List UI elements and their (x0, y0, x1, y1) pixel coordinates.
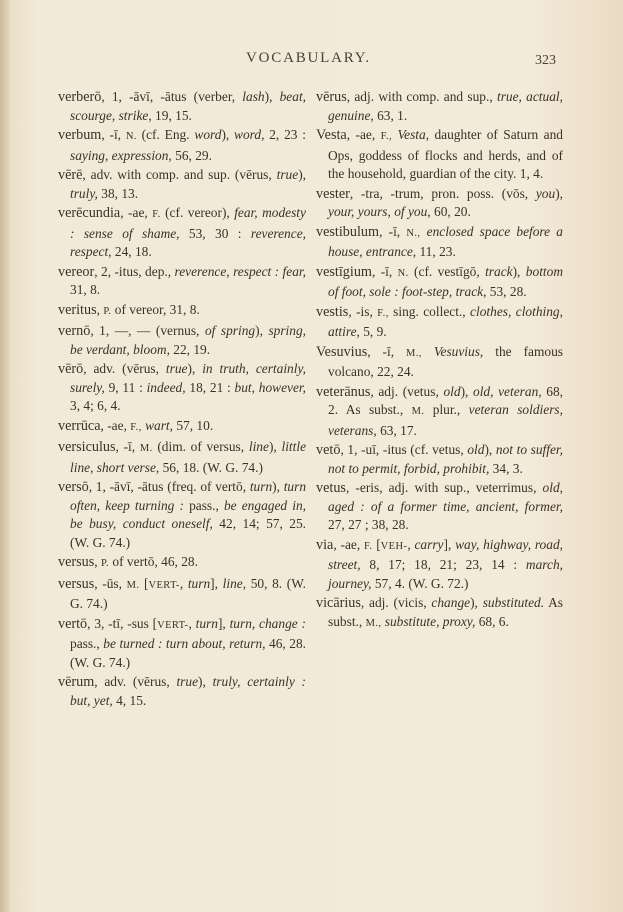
italic-gloss: be turned : turn about, return, (103, 636, 266, 651)
italic-gloss: indeed, (146, 379, 186, 395)
vocabulary-entry (58, 88, 306, 125)
entry-text: 9, 11 : (104, 379, 147, 395)
small-caps-abbrev: F. (152, 209, 161, 220)
vocabulary-entry (316, 536, 563, 594)
entry-text: 57, 4. (W. G. 72.) (371, 575, 469, 591)
entry-text: , (96, 301, 104, 317)
entry-text: , -tra, -trum, pron. poss. (vōs, (349, 185, 536, 201)
entry-text: , adv. (vērus, (94, 674, 177, 689)
vocabulary-entry (316, 223, 563, 262)
right-column (316, 88, 563, 634)
vocabulary-entry (316, 88, 563, 125)
headword: vērē (58, 167, 83, 183)
entry-text: 5, 9. (359, 324, 387, 339)
small-caps-abbrev: M., (406, 347, 422, 359)
entry-text: ), (264, 89, 280, 104)
entry-text: 56, 18. (W. G. 74.) (159, 459, 263, 475)
small-caps-abbrev: F., (130, 421, 142, 433)
entry-text: ], (443, 536, 456, 552)
italic-gloss: true, actual, genuine, (328, 89, 563, 123)
italic-gloss: old (443, 383, 461, 399)
italic-gloss: true (165, 361, 188, 376)
italic-gloss: bottom of foot, sole : foot-step, track, (328, 263, 563, 299)
running-title: VOCABULARY. (246, 50, 371, 66)
entry-text: , adv. with comp. and sup. (vērus, (82, 167, 277, 182)
italic-gloss: turn (249, 479, 273, 494)
entry-text: , (188, 615, 196, 631)
italic-gloss: be engaged in, be busy, conduct oneself, (70, 497, 306, 531)
vocabulary-entry (58, 263, 306, 300)
page-header (0, 46, 623, 70)
vocabulary-entry (58, 438, 306, 477)
headword: vērō (58, 361, 84, 377)
italic-gloss: line, (222, 575, 247, 591)
headword: verbum (58, 127, 102, 143)
italic-gloss: clothes, clothing, attire, (328, 303, 563, 339)
entry-text: ), (255, 323, 269, 338)
entry-text: ), (512, 263, 526, 279)
entry-text: 8, 17; 18, 21; 23, 14 : (360, 557, 526, 572)
headword: versus (58, 575, 95, 592)
entry-text: , 1, —, — (vernus, (90, 323, 205, 338)
small-caps-abbrev: F., (377, 307, 389, 319)
vocabulary-entry (316, 343, 563, 382)
italic-gloss: spring, be verdant, bloom, (70, 323, 307, 357)
entry-text: , (407, 536, 415, 552)
italic-gloss: reverence, respect, (70, 225, 306, 259)
italic-gloss: line (248, 439, 269, 454)
vocabulary-entry (58, 615, 306, 673)
page-number: 323 (535, 53, 556, 68)
italic-gloss: word (194, 127, 222, 142)
entry-text: , -ī, (379, 223, 407, 239)
small-caps-abbrev: VERT- (157, 619, 189, 631)
headword: via (316, 536, 334, 553)
italic-gloss: word, (234, 127, 265, 142)
headword: vicārius (316, 595, 361, 611)
entry-text: , (179, 575, 188, 591)
vocabulary-entry (316, 263, 563, 302)
vocabulary-entry (316, 441, 563, 478)
italic-gloss: true (176, 674, 199, 689)
headword: vērus (316, 89, 347, 105)
entry-text: , 1, -āvī, -ātus (verber, (101, 89, 243, 104)
vocabulary-entry (316, 594, 563, 633)
entry-text: 34, 3. (489, 460, 523, 476)
vocabulary-entry (58, 360, 306, 416)
entry-text: [ (139, 575, 149, 591)
entry-text: 60, 20. (430, 204, 471, 219)
entry-text: 56, 29. (171, 147, 212, 163)
small-caps-abbrev: VERT- (148, 579, 180, 591)
entry-text: the famous volcano, 22, 24. (328, 343, 563, 379)
vocabulary-entry (316, 303, 563, 342)
vocabulary-entry (316, 383, 563, 441)
entry-text: of vertō, 46, 28. (109, 554, 198, 569)
entry-text: , 1, -uī, -itus (cf. vetus, (340, 442, 468, 457)
headword: vetus (316, 480, 346, 496)
entry-text: As subst., (328, 595, 563, 629)
vocabulary-entry (58, 417, 306, 438)
italic-gloss: your, yours, of you, (328, 204, 431, 219)
entry-text: ), (221, 127, 235, 142)
entry-text: 2, 23 : (264, 127, 306, 142)
small-caps-abbrev: P. (103, 305, 112, 317)
entry-text: 38, 13. (97, 185, 139, 201)
italic-gloss: old (467, 442, 485, 457)
italic-gloss: turn (187, 575, 211, 591)
entry-text: , adj. (vicis, (360, 595, 432, 610)
entry-text: 11, 23. (416, 244, 456, 259)
headword: vestibulum (316, 223, 380, 240)
italic-gloss: old, aged : of a former time, ancient, former, (328, 480, 563, 514)
italic-gloss: carry (414, 536, 444, 552)
italic-gloss: substituted. (482, 595, 545, 610)
small-caps-abbrev: M. (126, 579, 140, 591)
entry-text: 50, 8. (W. G. 74.) (70, 575, 306, 611)
italic-gloss: Vesta, (397, 127, 430, 142)
italic-gloss: reverence, respect : fear, (174, 263, 306, 279)
entry-text: , -ī, (101, 127, 126, 142)
small-caps-abbrev: P. (100, 558, 110, 569)
small-caps-abbrev: N., (406, 227, 421, 239)
headword: vestis (316, 303, 349, 320)
entry-text: ), (484, 442, 496, 457)
headword: verberō (58, 89, 102, 105)
italic-gloss: turn often, keep turning : (70, 479, 307, 513)
entry-text: , (94, 554, 101, 569)
entry-text: 22, 19. (169, 341, 211, 357)
headword: vetō (316, 442, 341, 458)
entry-text: , -ae, (333, 536, 364, 552)
entry-text: , adv. (vērus, (83, 361, 166, 376)
entry-text: ), (555, 185, 563, 201)
entry-text: pass., (183, 497, 224, 513)
entry-text: 3, 4; 6, 4. (70, 398, 121, 413)
italic-gloss: truly, (70, 185, 98, 201)
headword: Vesuvius (316, 343, 368, 360)
vocabulary-entry (58, 478, 306, 552)
small-caps-abbrev: M. (411, 406, 425, 417)
headword: vertō (58, 615, 88, 632)
entry-text: ], (210, 575, 223, 591)
vocabulary-entry (58, 322, 306, 359)
italic-gloss: truly, certainly : but, yet, (70, 674, 306, 708)
italic-gloss: enclosed space before a house, entrance, (328, 223, 563, 259)
entry-text: pass., (70, 636, 104, 651)
entry-text: , 2, -itus, dep., (94, 263, 175, 279)
italic-gloss: track (485, 263, 513, 279)
entry-text: ), (198, 674, 213, 689)
entry-text: 68, 6. (475, 613, 509, 629)
headword: versiculus (58, 439, 116, 455)
italic-gloss: old, veteran, (473, 383, 542, 399)
italic-gloss: not to suffer, not to permit, forbid, prohibit, (328, 442, 564, 476)
entry-text: 31, 8. (70, 282, 101, 297)
entry-text: 63, 1. (373, 107, 408, 123)
headword: verēcundia (58, 205, 121, 221)
entry-text: ), (268, 439, 282, 454)
italic-gloss: of spring (204, 323, 256, 338)
entry-text: , -ī, (371, 263, 398, 279)
entry-text: daughter of Saturn and Ops, goddess of flocks and herds, and of the household, guardian of the city. 1, 4. (328, 127, 563, 181)
entry-text: sing. collect., (388, 303, 471, 319)
italic-gloss: turn, change : (229, 615, 306, 631)
vocabulary-entry (58, 204, 306, 262)
entry-text: , -ae, (120, 205, 153, 220)
vocabulary-entry (58, 575, 306, 614)
small-caps-abbrev: M. (139, 443, 153, 454)
entry-text: ), (187, 361, 203, 376)
italic-gloss: true (276, 167, 299, 182)
headword: vērum (58, 674, 95, 690)
small-caps-abbrev: VEH- (380, 540, 408, 552)
italic-gloss: but, however, (234, 379, 306, 395)
entry-text: , -eris, adj. with sup., veterrimus, (345, 480, 543, 495)
small-caps-abbrev: N. (125, 131, 137, 142)
headword: vereor (58, 263, 95, 280)
entry-text: 19, 15. (151, 107, 192, 123)
entry-text: , adj. with comp. and sup., (346, 89, 497, 104)
italic-gloss: way, highway, road, street, (328, 536, 563, 572)
italic-gloss: saying, expression, (70, 147, 172, 163)
italic-gloss: in truth, certainly, surely, (70, 361, 307, 395)
entry-text: 18, 21 : (185, 379, 235, 395)
italic-gloss: substitute, proxy, (384, 613, 476, 629)
small-caps-abbrev: N. (397, 267, 409, 279)
entry-text: 68, 2. As subst., (328, 383, 564, 417)
italic-gloss: change (431, 595, 471, 610)
entry-text: ), (298, 167, 306, 182)
entry-text: (cf. vereor), (160, 205, 235, 220)
entry-text: 27, 27 ; 38, 28. (328, 517, 409, 532)
entry-text: (dim. of versus, (152, 439, 249, 454)
vocabulary-entry (58, 673, 306, 710)
small-caps-abbrev: M., (365, 617, 382, 629)
entry-text: , -is, (348, 303, 378, 319)
entry-text: , 3, -tī, -sus [ (87, 615, 158, 631)
headword: veterānus (316, 383, 371, 400)
entry-text: ), (460, 383, 474, 399)
headword: vernō (58, 323, 91, 339)
entry-text: , -ūs, (94, 575, 127, 591)
vocabulary-entry (58, 126, 306, 165)
vocabulary-entry (58, 553, 306, 574)
italic-gloss: beat, scourge, strike, (70, 89, 307, 123)
entry-text: 53, 30 : (179, 225, 251, 241)
headword: versō (58, 479, 89, 495)
entry-text: 4, 15. (112, 692, 147, 708)
entry-text: 46, 28. (W. G. 74.) (70, 636, 307, 670)
entry-text: (cf. Eng. (136, 127, 195, 142)
left-column (58, 88, 306, 711)
entry-text: , -ae, (100, 417, 131, 433)
entry-text: 42, 14; 57, 25. (W. G. 74.) (70, 516, 306, 550)
entry-text: ), (272, 479, 284, 494)
entry-text: [ (372, 536, 381, 552)
vocabulary-entry (316, 479, 563, 535)
vocabulary-entry (58, 301, 306, 322)
vocabulary-entry (58, 166, 306, 203)
entry-text: (cf. vestīgō, (408, 263, 486, 279)
vocabulary-entry (316, 185, 563, 222)
small-caps-abbrev: F., (380, 131, 393, 142)
headword: versus (58, 554, 95, 570)
vocabulary-entry (316, 126, 563, 184)
italic-gloss: fear, modesty : sense of shame, (70, 205, 306, 241)
entry-text: 53, 28. (486, 284, 527, 299)
entry-text: , -ī, (115, 439, 140, 454)
italic-gloss: wart, (145, 417, 173, 433)
italic-gloss: lash (242, 89, 265, 104)
headword: veritus (58, 301, 97, 318)
headword: vester (316, 185, 350, 202)
italic-gloss: Vesuvius, (433, 343, 484, 359)
entry-text: 57, 10. (173, 417, 214, 433)
page-binding-edge (0, 0, 10, 912)
entry-text: ), (470, 595, 483, 610)
entry-text: 63, 17. (376, 422, 417, 438)
italic-gloss: turn (195, 615, 218, 631)
small-caps-abbrev: F. (363, 540, 373, 552)
entry-text: of vereor, 31, 8. (111, 301, 200, 317)
entry-text: , 1, -āvī, -ātus (freq. of vertō, (88, 479, 250, 494)
italic-gloss: little line, short verse, (70, 439, 307, 475)
entry-text (422, 344, 434, 359)
entry-text: ], (217, 615, 230, 631)
headword: Vesta (316, 127, 347, 143)
entry-text: , -ī, (367, 343, 407, 359)
headword: vestīgium (316, 263, 372, 280)
entry-text: , -ae, (346, 127, 381, 142)
entry-text: 24, 18. (111, 244, 152, 259)
entry-text: , adj. (vetus, (370, 383, 444, 399)
headword: verrūca (58, 417, 101, 434)
entry-text: plur., (424, 402, 469, 417)
italic-gloss: you (535, 185, 556, 201)
italic-gloss: veteran soldiers, veterans, (328, 402, 563, 438)
italic-gloss: march, journey, (328, 557, 563, 591)
